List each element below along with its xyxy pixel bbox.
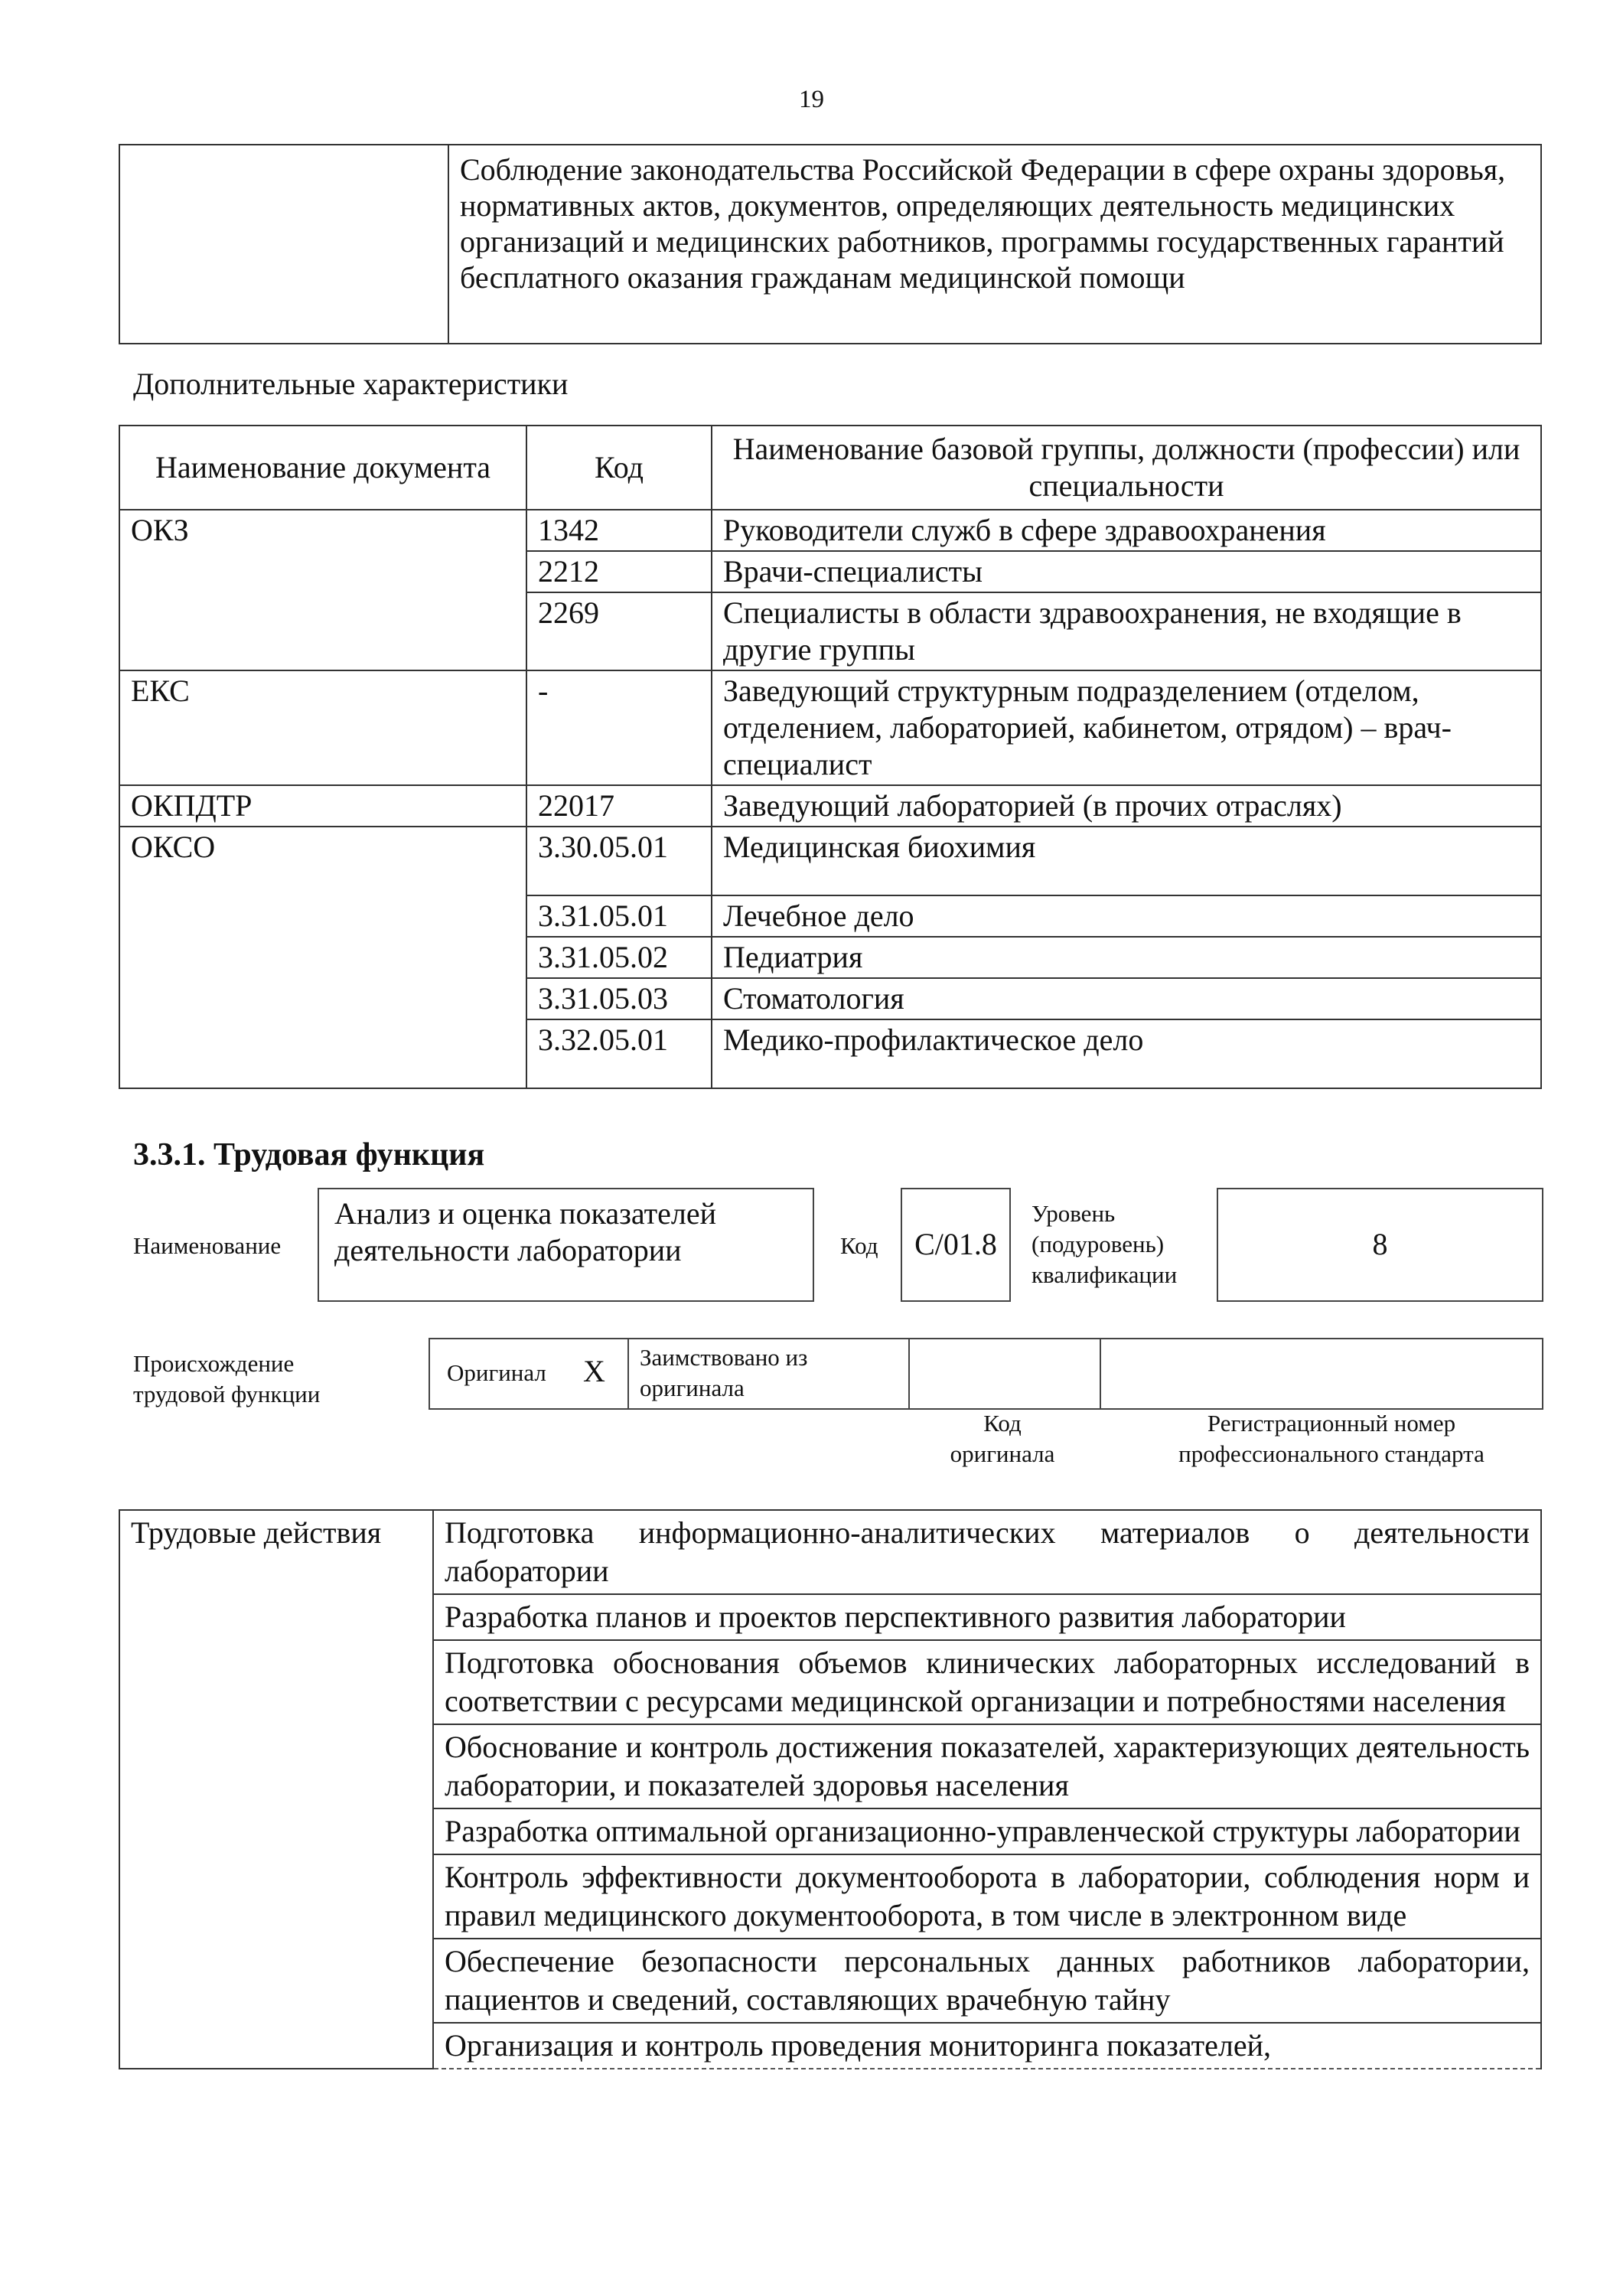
action-item: Разработка планов и проектов перспективного развития лаборатории [433, 1594, 1541, 1640]
divider [627, 1339, 629, 1408]
name-cell: Медицинская биохимия [712, 827, 1541, 895]
name-value: Анализ и оценка показателей деятельности лаборатории [334, 1196, 716, 1267]
code-label: Код [840, 1232, 878, 1259]
code-cell: 3.31.05.01 [526, 895, 712, 937]
top-table-empty-cell [119, 145, 448, 344]
actions-label: Трудовые действия [119, 1510, 433, 2069]
table-row [119, 1510, 1541, 1594]
action-item: Обеспечение безопасности персональных данных работников лаборатории, пациентов и сведений, составляющих врачебную тайну [433, 1939, 1541, 2023]
origin-box [429, 1338, 1543, 1410]
original-mark: Х [583, 1354, 605, 1388]
name-cell: Лечебное дело [712, 895, 1541, 937]
code-cell: 3.31.05.03 [526, 978, 712, 1019]
level-box [1217, 1188, 1543, 1302]
header-doc: Наименование документа [119, 426, 526, 510]
page-number: 19 [799, 86, 824, 113]
action-item: Организация и контроль проведения мониторинга показателей, [433, 2023, 1541, 2069]
action-item: Подготовка обоснования объемов клинических лабораторных исследований в соответствии с ресурсами медицинской организации и потребностями населения [433, 1640, 1541, 1724]
name-cell: Педиатрия [712, 937, 1541, 978]
name-cell: Заведующий лабораторией (в прочих отраслях) [712, 785, 1541, 827]
code-cell: 3.32.05.01 [526, 1019, 712, 1088]
name-cell: Стоматология [712, 978, 1541, 1019]
header-code: Код [526, 426, 712, 510]
name-cell: Руководители служб в сфере здравоохранения [712, 510, 1541, 551]
code-cell: 22017 [526, 785, 712, 827]
action-item: Подготовка информационно-аналитических материалов о деятельности лаборатории [433, 1510, 1541, 1594]
top-table [119, 144, 1542, 344]
code-cell: 3.30.05.01 [526, 827, 712, 895]
level-label: Уровень (подуровень) квалификации [1031, 1200, 1178, 1288]
table-row [119, 510, 1541, 551]
actions-table [119, 1509, 1542, 2069]
name-box [318, 1188, 814, 1302]
divider [908, 1339, 910, 1408]
name-cell: Медико-профилактическое дело [712, 1019, 1541, 1088]
origin-label: Происхождение трудовой функции [133, 1350, 321, 1407]
table-header-row [119, 426, 1541, 510]
code-box [901, 1188, 1011, 1302]
name-label: Наименование [133, 1232, 282, 1259]
section-title: 3.3.1. Трудовая функция [133, 1137, 485, 1172]
level-value: 8 [1372, 1227, 1388, 1261]
doc-cell: ОКСО [119, 827, 526, 1088]
additional-table [119, 425, 1542, 1089]
doc-cell: ЕКС [119, 670, 526, 785]
code-caption: Код оригинала [950, 1410, 1055, 1467]
code-value: С/01.8 [914, 1227, 997, 1261]
original-label: Оригинал [447, 1359, 546, 1386]
name-cell: Заведующий структурным подразделением (отделом, отделением, лабораторией, кабинетом, отрядом) – врач-специалист [712, 670, 1541, 785]
additional-heading: Дополнительные характеристики [133, 367, 569, 401]
divider [1100, 1339, 1101, 1408]
table-row [119, 670, 1541, 785]
reg-caption: Регистрационный номер профессионального стандарта [1178, 1410, 1484, 1467]
action-item: Разработка оптимальной организационно-управленческой структуры лаборатории [433, 1808, 1541, 1854]
doc-cell: ОКЗ [119, 510, 526, 670]
code-cell: 1342 [526, 510, 712, 551]
table-row [119, 785, 1541, 827]
code-cell: 3.31.05.02 [526, 937, 712, 978]
borrowed-label: Заимствовано из оригинала [640, 1344, 808, 1401]
code-cell: 2212 [526, 551, 712, 592]
action-item: Обоснование и контроль достижения показателей, характеризующих деятельность лаборатории, и показателей здоровья населения [433, 1724, 1541, 1808]
header-name: Наименование базовой группы, должности (профессии) или специальности [712, 426, 1541, 510]
action-item: Контроль эффективности документооборота в лаборатории, соблюдения норм и правил медицинского документооборота, в том числе в электронном виде [433, 1854, 1541, 1939]
doc-cell: ОКПДТР [119, 785, 526, 827]
code-cell: 2269 [526, 592, 712, 670]
table-row [119, 827, 1541, 895]
name-cell: Специалисты в области здравоохранения, не входящие в другие группы [712, 592, 1541, 670]
top-table-text: Соблюдение законодательства Российской Федерации в сфере охраны здоровья, нормативных актов, документов, определяющих деятельность медицинских организаций и медицинских работников, программы государственных гарантий бесплатного оказания гражданам медицинской помощи [448, 145, 1541, 344]
name-cell: Врачи-специалисты [712, 551, 1541, 592]
code-cell: - [526, 670, 712, 785]
